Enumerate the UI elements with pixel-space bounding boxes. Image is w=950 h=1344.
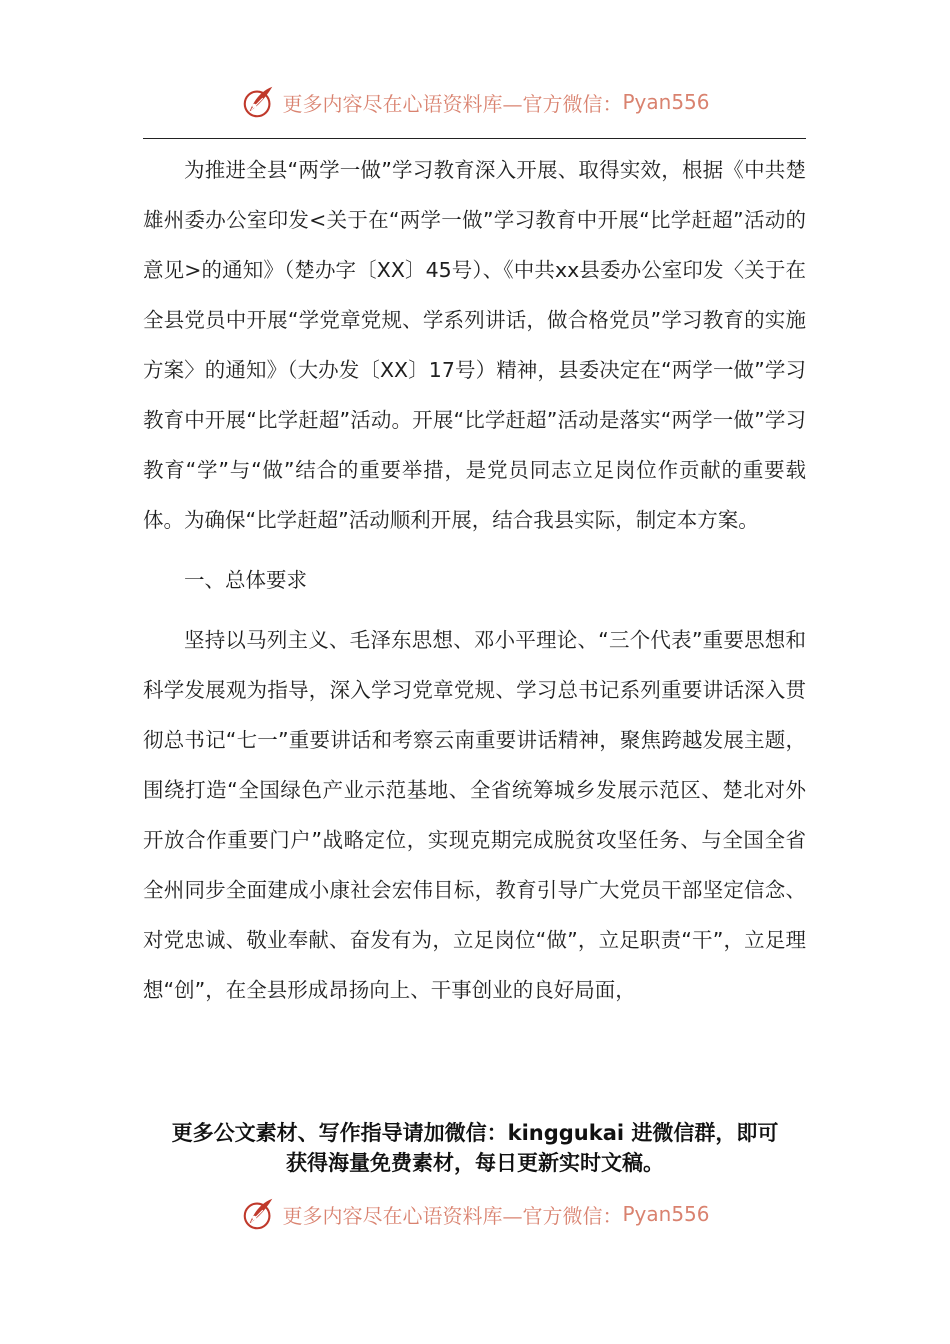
- intro-paragraph: 为推进全县“两学一做”学习教育深入开展、取得实效，根据《中共楚雄州委办公室印发<关于在“两学一做”学习教育中开展“比学赶超”活动的意见>的通知》（楚办字〔XX〕45号）、《中共xx县委办公室印发〈关于在全县党员中开展“学党章党规、学系列讲话，做合格党员”学习教育的实施方案〉的通知》（大办发〔XX〕17号）精神，县委决定在“两学一做”学习教育中开展“比学赶超”活动。开展“比学赶超”活动是落实“两学一做”学习教育“学”与“做”结合的重要举措，是党员同志立足岗位作贡献的重要载体。为确保“比学赶超”活动顺利开展，结合我县实际，制定本方案。: [143, 158, 806, 532]
- footer-wechat-id: Pyan556: [622, 1202, 710, 1226]
- header-divider: [143, 138, 806, 139]
- promo-notice: [140, 1118, 810, 1178]
- requirements-paragraph: 坚持以马列主义、毛泽东思想、邓小平理论、“三个代表”重要思想和科学发展观为指导，深入学习党章党规、学习总书记系列重要讲话深入贯彻总书记“七一”重要讲话和考察云南重要讲话精神，聚焦跨越发展主题，围绕打造“全国绿色产业示范基地、全省统筹城乡发展示范区、楚北对外开放合作重要门户”战略定位，实现克期完成脱贫攻坚任务、与全国全省全州同步全面建成小康社会宏伟目标，教育引导广大党员干部坚定信念、对党忠诚、敬业奉献、奋发有为，立足岗位“做”，立足职责“干”，立足理想“创”，在全县形成昂扬向上、干事创业的良好局面，: [143, 628, 806, 1002]
- header-banner-text: 更多内容尽在心语资料库—官方微信：: [282, 91, 623, 116]
- footer-banner-text: 更多内容尽在心语资料库—官方微信：: [282, 1203, 623, 1228]
- document-body: [143, 145, 806, 1015]
- header-banner: [0, 80, 950, 124]
- footer-banner: [0, 1192, 950, 1236]
- section-heading: 一、总体要求: [184, 568, 307, 592]
- promo-line-1: 更多公文素材、写作指导请加微信：kinggukai 进微信群，即可: [171, 1121, 779, 1145]
- promo-line-2: 获得海量免费素材，每日更新实时文稿。: [286, 1151, 664, 1175]
- header-wechat-id: Pyan556: [622, 90, 710, 114]
- quill-pen-logo-icon: [240, 1195, 278, 1233]
- quill-pen-logo-icon: [240, 83, 278, 121]
